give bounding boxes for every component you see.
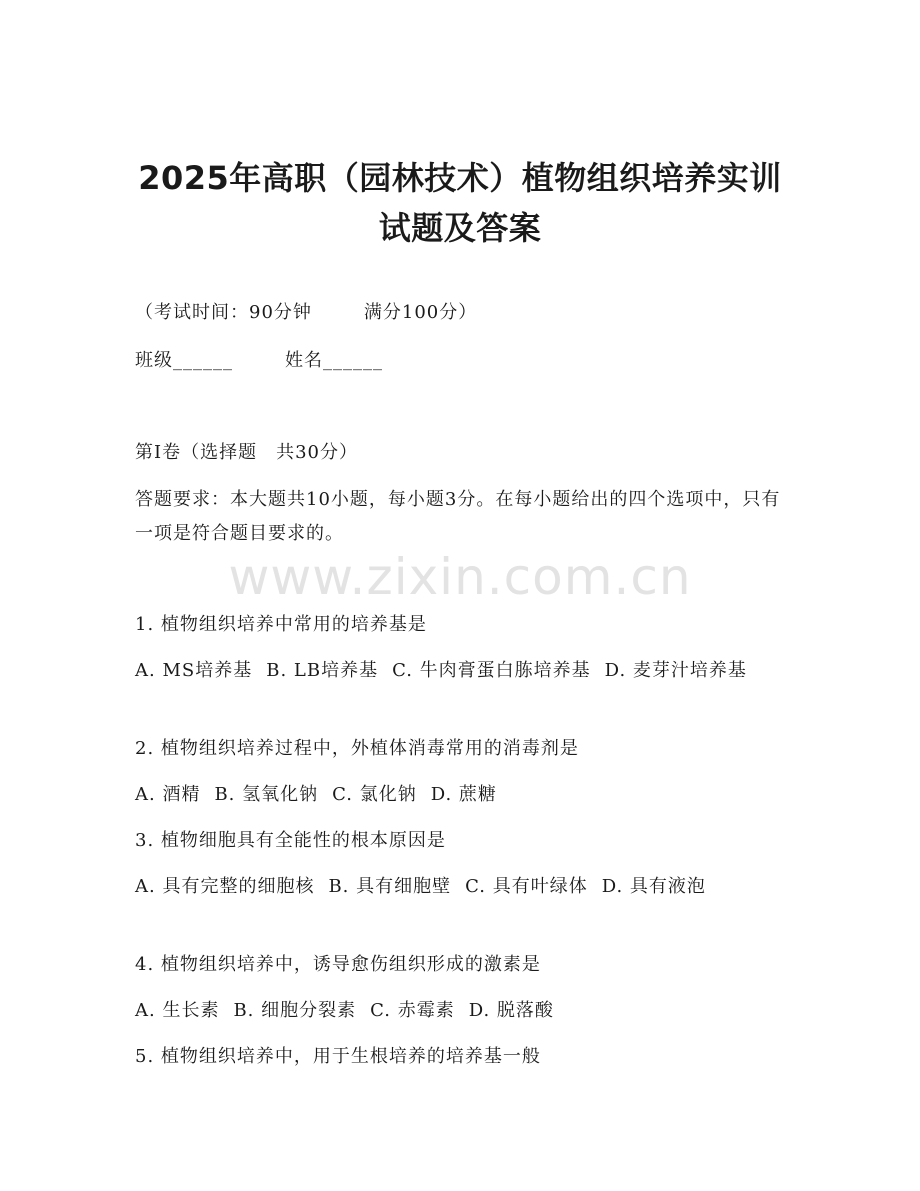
- option-c: C. 氯化钠: [332, 784, 417, 805]
- question-stem: 4. 植物组织培养中，诱导愈伤组织形成的激素是: [135, 954, 541, 975]
- option-b: B. 具有细胞壁: [328, 876, 452, 897]
- exam-info: [135, 296, 785, 330]
- question-options: [135, 870, 785, 904]
- option-d: D. 麦芽汁培养基: [604, 660, 747, 681]
- question-options: [135, 994, 785, 1028]
- instructions: 答题要求：本大题共10小题，每小题3分。在每小题给出的四个选项中，只有一项是符合题目要求的。: [135, 489, 781, 544]
- option-c: C. 牛肉膏蛋白胨培养基: [392, 660, 591, 681]
- question-stem: 3. 植物细胞具有全能性的根本原因是: [135, 830, 446, 851]
- question-stem: 2. 植物组织培养过程中，外植体消毒常用的消毒剂是: [135, 738, 579, 759]
- option-a: A. 生长素: [135, 1000, 220, 1021]
- option-c: C. 具有叶绿体: [465, 876, 588, 897]
- option-d: D. 蔗糖: [430, 784, 497, 805]
- question-stem: 5. 植物组织培养中，用于生根培养的培养基一般: [135, 1046, 541, 1067]
- full-marks: 满分100分）: [363, 302, 478, 323]
- exam-time: （考试时间：90分钟: [135, 302, 312, 323]
- option-b: B. 氢氧化钠: [214, 784, 319, 805]
- watermark: www.zixin.com.cn: [228, 548, 692, 606]
- option-d: D. 脱落酸: [468, 1000, 554, 1021]
- student-info: [135, 344, 785, 378]
- option-b: B. LB培养基: [266, 660, 379, 681]
- option-a: A. 酒精: [135, 784, 201, 805]
- question-options: [135, 778, 785, 812]
- option-b: B. 细胞分裂素: [233, 1000, 357, 1021]
- option-c: C. 赤霉素: [370, 1000, 455, 1021]
- question-options: [135, 654, 785, 688]
- section-heading: 第I卷（选择题 共30分）: [135, 442, 359, 463]
- class-field: 班级______: [135, 350, 233, 371]
- page-title-line-2: 试题及答案: [378, 209, 542, 247]
- page-title-line-1: 2025年高职（园林技术）植物组织培养实训: [138, 159, 782, 197]
- option-d: D. 具有液泡: [601, 876, 706, 897]
- option-a: A. 具有完整的细胞核: [135, 876, 315, 897]
- question-stem: 1. 植物组织培养中常用的培养基是: [135, 614, 427, 635]
- name-field: 姓名______: [285, 350, 383, 371]
- option-a: A. MS培养基: [135, 660, 253, 681]
